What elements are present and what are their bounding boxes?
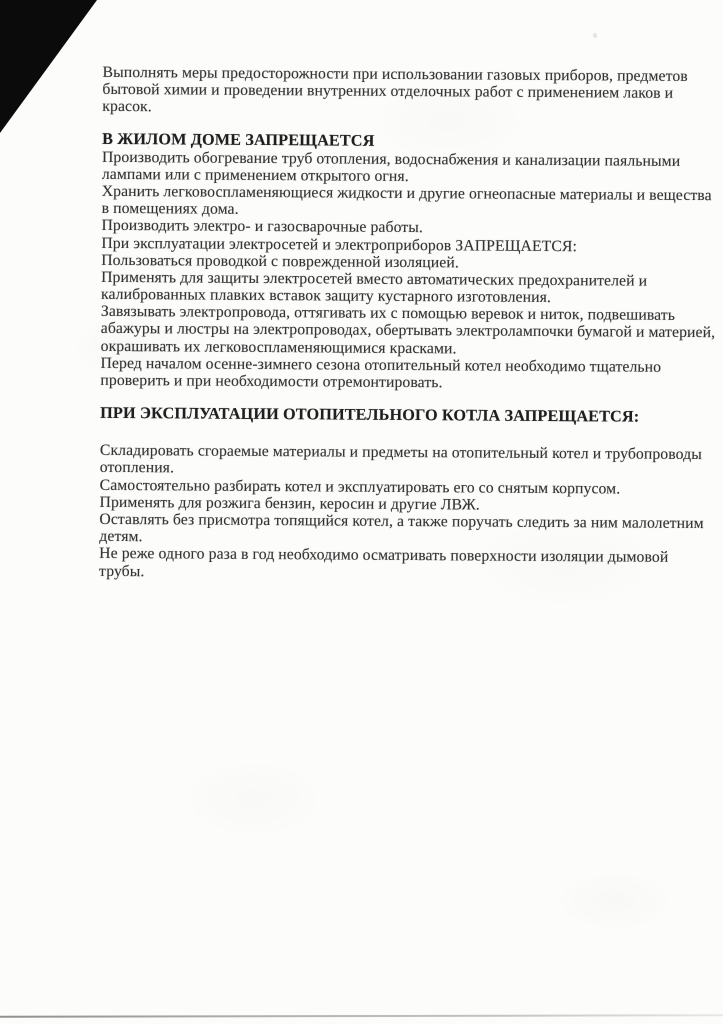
- text-line: трубы.: [99, 562, 145, 580]
- text-line: калиброванных плавких вставок защиту кустарного изготовления.: [100, 285, 552, 307]
- text-line: Не реже одного раза в год необходимо осматривать поверхности изоляции дымовой: [99, 545, 669, 567]
- section-boiler-body: [99, 442, 704, 584]
- scan-corner-artifact: [0, 0, 98, 134]
- bottom-scan-line: [0, 1014, 723, 1018]
- text-line: лампами или с применением открытого огня.: [101, 165, 409, 185]
- text-line: Применять для защиты электросетей вместо автоматических предохранителей и: [101, 268, 648, 290]
- text-line: в помещениях дома.: [101, 199, 239, 218]
- intro-paragraph: [102, 64, 687, 120]
- section-heading-residential: В ЖИЛОМ ДОМЕ ЗАПРЕЩАЕТСЯ: [102, 129, 375, 150]
- section-residential-body: [100, 148, 716, 393]
- text-line: Перед началом осенне-зимнего сезона отопительный котел необходимо тщательно: [100, 354, 662, 376]
- text-line: Производить электро- и газосварочные работы.: [101, 217, 424, 237]
- text-line: бытовой химии и проведении внутренних отделочных работ с применением лаков и: [102, 81, 674, 103]
- text-line: Завязывать электропровода, оттягивать их с помощью веревок и ниток, подвешивать: [100, 303, 676, 325]
- text-line: детям.: [99, 527, 143, 546]
- text-line: Складировать сгораемые материалы и предметы на отопительный котел и трубопроводы: [99, 442, 702, 464]
- document-text: [99, 63, 716, 584]
- text-line: Пользоваться проводкой с поврежденной изоляцией.: [101, 251, 459, 272]
- text-line: Хранить легковоспламеняющиеся жидкости и другие огнеопасные материалы и вещества: [101, 182, 712, 205]
- text-line: окрашивать их легковоспламеняющимися красками.: [100, 337, 457, 357]
- text-line: абажуры и люстры на электропроводах, обертывать электролампочки бумагой и материей,: [100, 320, 716, 342]
- text-line: отопления.: [99, 459, 175, 477]
- text-line: Оставлять без присмотра топящийся котел, а также поручать следить за ним малолетним: [99, 510, 704, 533]
- scan-speck: [593, 33, 597, 38]
- text-line: Самостоятельно разбирать котел и эксплуатировать его со снятым корпусом.: [99, 476, 621, 498]
- text-line: Применять для розжига бензин, керосин и другие ЛВЖ.: [99, 493, 480, 514]
- text-line: проверить и при необходимости отремонтировать.: [100, 371, 443, 392]
- text-line: Выполнять меры предосторожности при использовании газовых приборов, предметов: [102, 63, 688, 85]
- section-heading-boiler: ПРИ ЭКСПЛУАТАЦИИ ОТОПИТЕЛЬНОГО КОТЛА ЗАПРЕЩАЕТСЯ:: [100, 403, 640, 426]
- text-line: красок.: [102, 98, 152, 116]
- text-line: При эксплуатации электросетей и электроприборов ЗАПРЕЩАЕТСЯ:: [101, 234, 578, 255]
- text-line: Производить обогревание труб отопления, водоснабжения и канализации паяльными: [101, 148, 681, 170]
